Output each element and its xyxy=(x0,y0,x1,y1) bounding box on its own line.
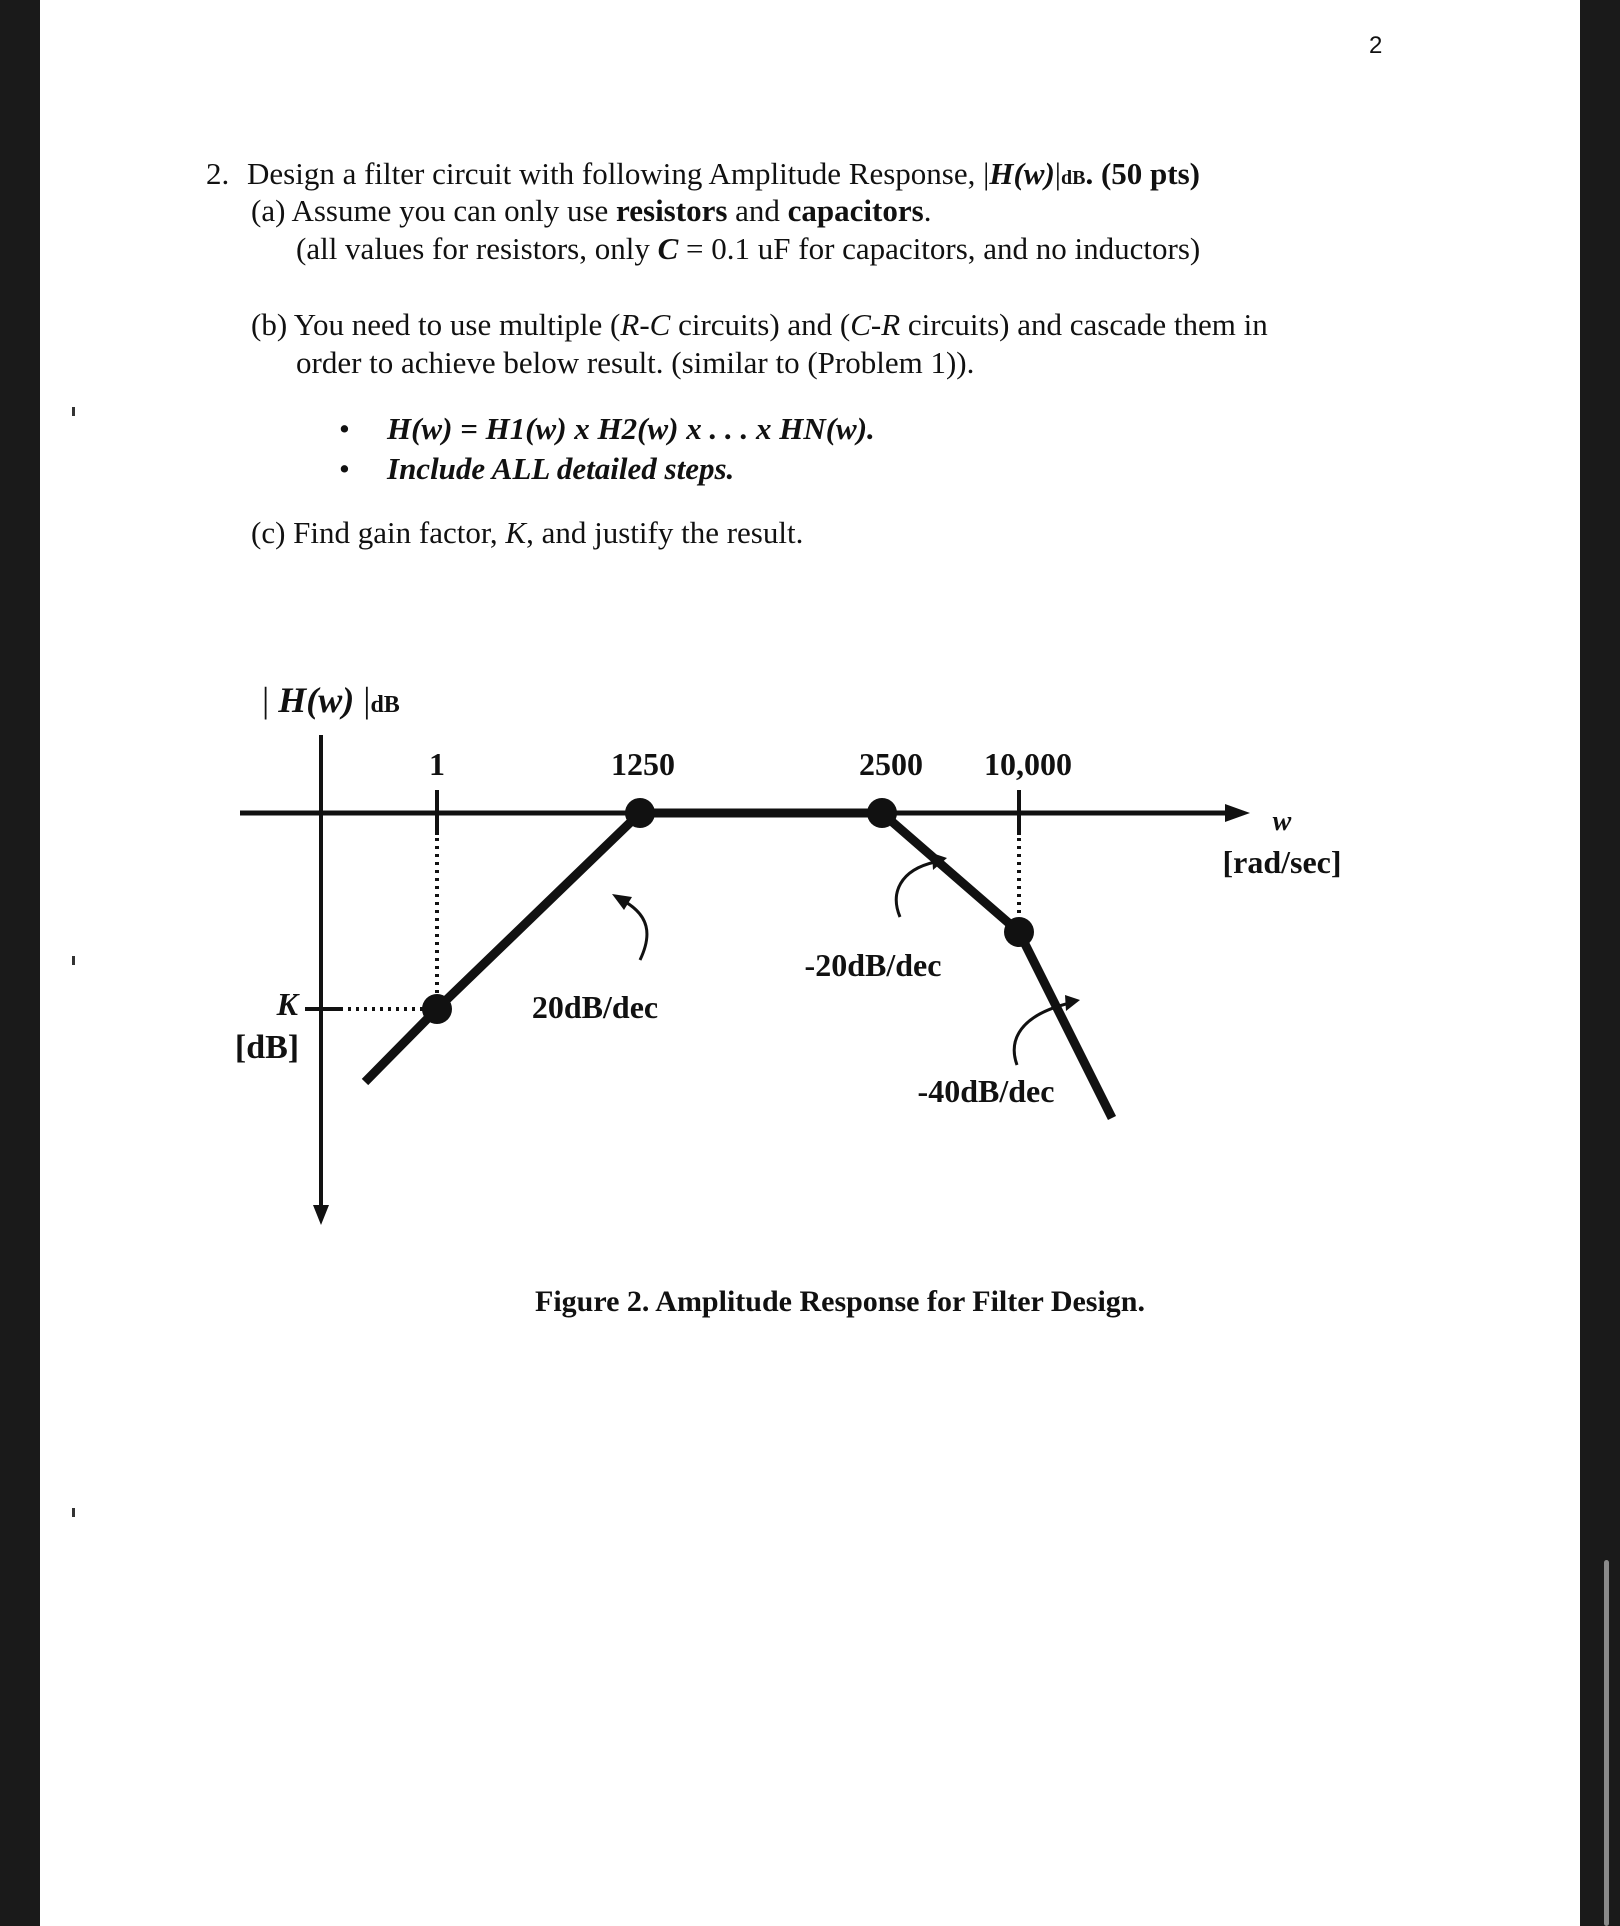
problem-number: 2. xyxy=(206,156,230,191)
slope-label-2: -40dB/dec xyxy=(917,1073,1055,1109)
breakpoint-dot-w1250 xyxy=(625,798,655,828)
page-number: 2 xyxy=(1369,32,1383,59)
amplitude-response-chart xyxy=(40,0,1580,1400)
y-unit-dB: [dB] xyxy=(234,1029,300,1066)
pointer-arrow-20db-head xyxy=(612,894,632,910)
x-axis-unit: [rad/sec] xyxy=(1222,844,1342,880)
figure-caption: Figure 2. Amplitude Response for Filter Design. xyxy=(535,1285,1145,1318)
slope-label-0: 20dB/dec xyxy=(531,989,659,1025)
tick-label-1: 1 xyxy=(429,746,445,782)
y-axis-arrow xyxy=(313,1205,329,1225)
pointer-arrow-20db xyxy=(622,900,647,960)
part-a-line1: (a) Assume you can only use resistors and capacitors. xyxy=(251,193,932,228)
part-b-line1: (b) You need to use multiple (R-C circuits) and (C-R circuits) and cascade them in xyxy=(251,307,1268,342)
bullet-dot-2: • xyxy=(339,451,350,486)
breakpoint-dot-w1 xyxy=(422,994,452,1024)
edge-mark xyxy=(72,956,75,965)
x-axis-arrow xyxy=(1225,804,1250,822)
x-axis-var: w xyxy=(1272,806,1292,837)
scrollbar-thumb[interactable] xyxy=(1604,1560,1609,1926)
problem-title: 2. Design a filter circuit with following Amplitude Response, |H(w)|dB. (50 pts) xyxy=(206,156,1200,191)
bullet-formula: H(w) = H1(w) x H2(w) x . . . x HN(w). xyxy=(387,411,875,446)
slope-label-1: -20dB/dec xyxy=(804,947,942,983)
part-a-line2: (all values for resistors, only C = 0.1 uF for capacitors, and no inductors) xyxy=(296,231,1201,266)
edge-mark xyxy=(72,407,75,416)
pointer-arrow-neg40db-head xyxy=(1065,995,1080,1011)
y-axis-label: | H(w) |dB xyxy=(262,680,400,720)
bullet-steps: Include ALL detailed steps. xyxy=(387,451,735,486)
tick-label-10000: 10,000 xyxy=(984,746,1072,782)
problem-points: (50 pts) xyxy=(1100,156,1200,191)
tick-label-2500: 2500 xyxy=(859,746,923,782)
part-b-line2: order to achieve below result. (similar to (Problem 1)). xyxy=(296,345,975,380)
part-c: (c) Find gain factor, K, and justify the result. xyxy=(251,515,804,550)
bullet-dot-1: • xyxy=(339,411,350,446)
breakpoint-dot-w10000 xyxy=(1004,917,1034,947)
document-page xyxy=(40,0,1580,1926)
tick-label-1250: 1250 xyxy=(611,746,675,782)
breakpoint-dot-w2500 xyxy=(867,798,897,828)
edge-mark xyxy=(72,1508,75,1517)
y-marker-K: K xyxy=(276,986,298,1022)
pointer-arrow-neg20db xyxy=(896,862,935,917)
